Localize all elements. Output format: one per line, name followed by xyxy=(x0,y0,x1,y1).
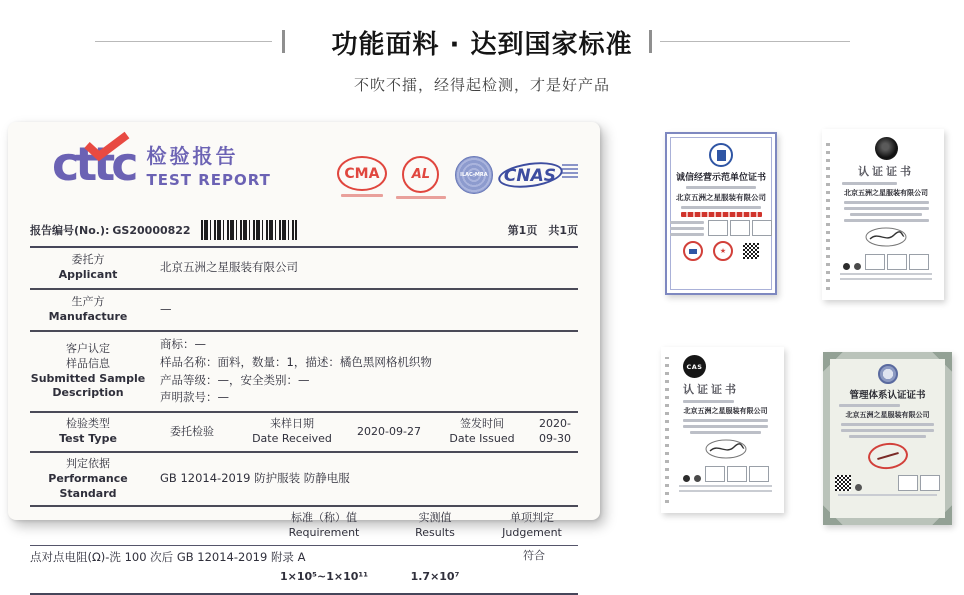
certificate-management-inner xyxy=(830,359,945,518)
vertical-script-decoration xyxy=(826,139,830,290)
signature-seal-icon xyxy=(864,227,908,247)
certificate-title: 认证证书 xyxy=(858,165,914,178)
date-received-value: 2020-09-27 xyxy=(357,424,421,438)
cert-stamp-row xyxy=(683,241,759,261)
manufacture-value: — xyxy=(160,302,172,317)
certificate-integrity xyxy=(665,132,777,295)
date-issued-value: 2020-09-30 xyxy=(539,417,571,446)
result-value-row xyxy=(30,568,578,595)
result-judgement: 符合 xyxy=(523,549,545,563)
cma-smalltext-bar xyxy=(341,194,383,197)
judgement-header: 单项判定 Judgement xyxy=(502,511,562,540)
page-title: 功能面料 · 达到国家标准 xyxy=(331,30,633,60)
applicant-row xyxy=(30,248,578,290)
test-type-row xyxy=(30,413,578,453)
red-highlight-text-bar xyxy=(681,212,762,217)
qr-code xyxy=(743,243,759,259)
sample-value: 商标：— 样品名称：面料，数量：1，描述：橘色黑网格机织物 产品等级：—，安全类别：— 声明款号：— xyxy=(160,337,432,405)
cnas-mark xyxy=(502,162,578,190)
cttc-logo xyxy=(52,136,135,191)
al-badge-icon: AL xyxy=(402,156,439,193)
cert-bottom-row xyxy=(683,466,769,482)
result-item-row xyxy=(30,546,578,568)
certificate-company: 北京五洲之星服装有限公司 xyxy=(683,407,768,415)
red-oval-stamp-icon xyxy=(866,441,908,471)
report-number-row xyxy=(30,216,578,248)
ilac-mark xyxy=(455,156,493,194)
report-title-cn: 检验报告 xyxy=(146,144,239,168)
cnas-smalltext-bars xyxy=(562,162,578,178)
sample-label: 客户认定 样品信息 Submitted Sample Description xyxy=(30,341,146,400)
blue-emblem-icon xyxy=(709,143,733,167)
certificate-bw-1 xyxy=(822,129,944,300)
barcode xyxy=(201,220,297,240)
report-number-value: GS20000822 xyxy=(112,223,191,237)
certificate-company: 北京五洲之星服装有限公司 xyxy=(676,193,766,202)
red-stamp-icon: ★ xyxy=(713,241,733,261)
cert-left-lines xyxy=(670,221,704,236)
applicant-label: 委托方 Applicant xyxy=(58,253,118,281)
black-seal-icon xyxy=(875,137,898,160)
round-stamp-icon xyxy=(683,241,703,261)
certificate-title: 诚信经营示范单位证书 xyxy=(676,173,767,183)
applicant-value: 北京五洲之星服装有限公司 xyxy=(160,260,298,275)
cert-bottom-row xyxy=(832,475,943,491)
test-report-image xyxy=(8,122,600,583)
cas-logo-icon: CAS xyxy=(683,355,706,378)
certificate-management-system xyxy=(823,352,952,525)
result-value-spacer xyxy=(30,570,264,585)
date-issued-label: 签发时间 Date Issued xyxy=(449,417,515,446)
vertical-script-decoration xyxy=(665,357,669,503)
date-received-label: 来样日期 Date Received xyxy=(252,417,332,446)
standard-row xyxy=(30,453,578,508)
report-header xyxy=(30,132,578,216)
cert-table-area xyxy=(676,220,766,236)
test-type-value: 委托检验 xyxy=(170,424,214,438)
page-subtitle: 不吹不擂，经得起检测，才是好产品 xyxy=(353,76,610,94)
signature-seal-icon xyxy=(704,439,748,459)
certificate-integrity-inner xyxy=(670,137,772,290)
certificate-title: 管理体系认证证书 xyxy=(849,390,926,401)
cttc-wordmark: cttc xyxy=(52,136,135,191)
cma-badge-icon: CMA xyxy=(337,156,387,191)
standard-label: 判定依据 Performance Standard xyxy=(48,456,128,500)
cma-mark xyxy=(337,156,387,197)
cert-text-bar xyxy=(681,206,760,209)
cnas-logo: CNAS xyxy=(502,162,558,190)
al-smalltext-bar xyxy=(396,196,446,199)
test-type-label: 检验类型 Test Type xyxy=(59,417,117,446)
cttc-brand xyxy=(52,136,271,191)
report-title-en: TEST REPORT xyxy=(146,171,271,189)
manufacture-row xyxy=(30,290,578,332)
qr-code xyxy=(835,475,851,491)
results-header: 实测值 Results xyxy=(415,511,455,540)
results-header-row xyxy=(30,507,578,546)
certificate-title: 认证证书 xyxy=(683,383,739,396)
check-icon xyxy=(84,132,130,160)
accreditation-marks xyxy=(337,156,578,199)
report-title-block xyxy=(147,140,271,189)
report-number-label: 报告编号(No.): xyxy=(30,224,110,237)
sample-row xyxy=(30,332,578,413)
cert-empty-boxes xyxy=(708,220,772,236)
manufacture-label: 生产方 Manufacture xyxy=(48,295,128,323)
blue-emblem-icon xyxy=(878,364,898,384)
cert-bottom-row xyxy=(843,254,929,270)
cert-number-bar xyxy=(686,186,756,189)
result-requirement-value: 1×10⁵~1×10¹¹ xyxy=(279,569,369,583)
title-right-line xyxy=(660,41,850,42)
requirement-header: 标准（称）值 Requirement xyxy=(288,511,360,540)
page-count: 第1页 共1页 xyxy=(507,224,578,237)
al-mark xyxy=(396,156,446,199)
certificate-bw-2 xyxy=(661,347,784,513)
certificate-company: 北京五洲之星服装有限公司 xyxy=(844,189,928,197)
result-measured-value: 1.7×10⁷ xyxy=(410,569,460,583)
title-right-tick xyxy=(649,30,652,53)
certificate-company: 北京五洲之星服装有限公司 xyxy=(845,411,930,419)
result-item: 点对点电阻(Ω)-洗 100 次后 GB 12014-2019 附录 A xyxy=(30,550,306,565)
standard-value: GB 12014-2019 防护服装 防静电服 xyxy=(160,471,350,486)
ilac-globe-icon: ILAC-MRA xyxy=(455,156,493,194)
